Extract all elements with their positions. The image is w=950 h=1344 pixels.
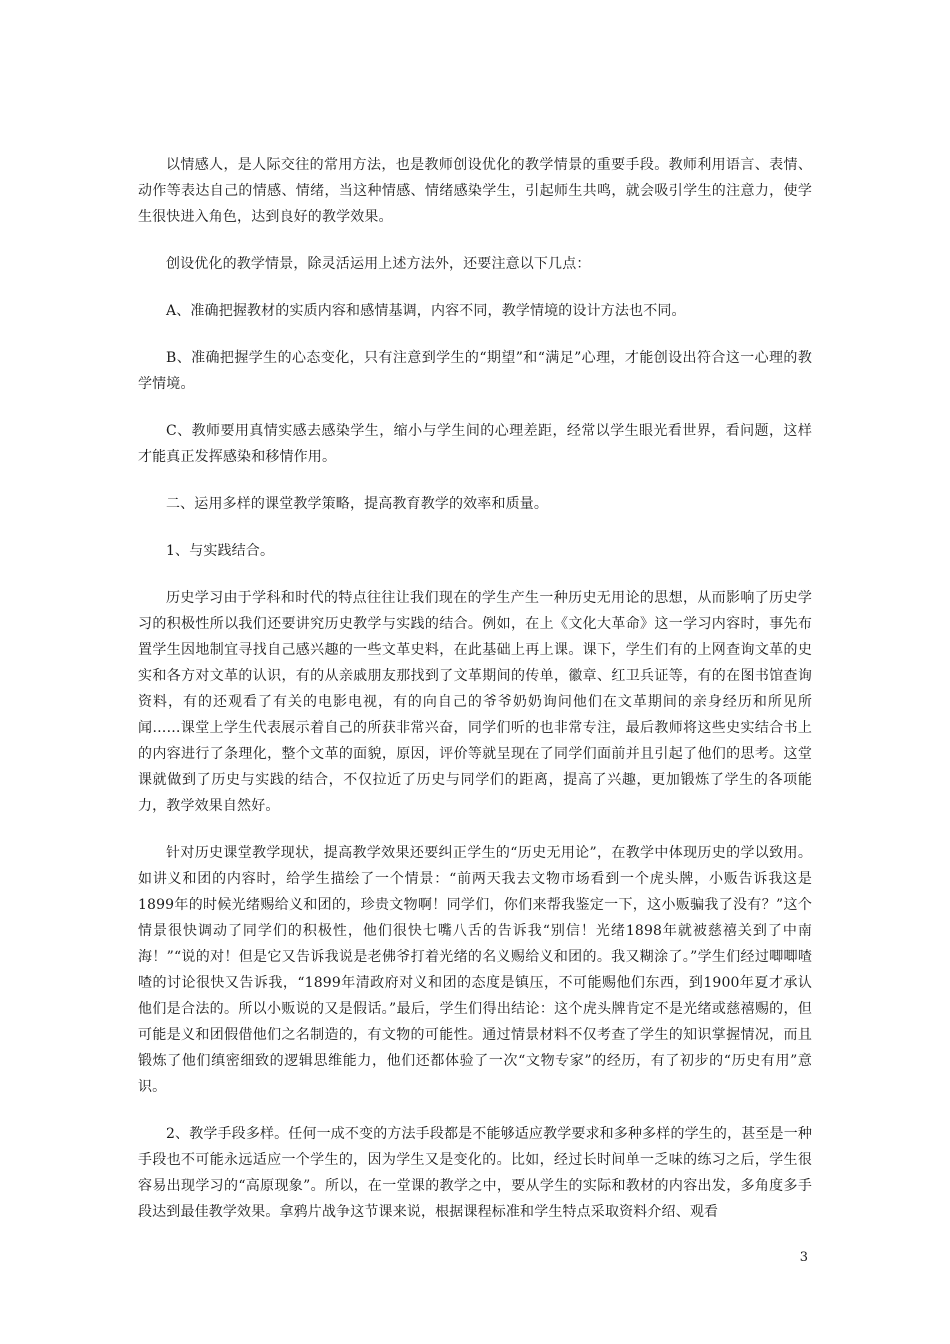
paragraph-teaching-methods: 2、教学手段多样。任何一成不变的方法手段都是不能够适应教学要求和多种多样的学生的，甚至是一种手段也不可能永远适应一个学生的，因为学生又是变化的。比如，经过长时间单一乏味的练习之后，学生很容易出现学习的“高原现象”。所以，在一堂课的教学之中，要从学生的实际和教材的内容出发，多角度多手段达到最佳教学效果。拿鸦片战争这节课来说，根据课程标准和学生特点采取资料介绍、观看 — [138, 1126, 812, 1220]
paragraph-points-intro: 创设优化的教学情景，除灵活运用上述方法外，还要注意以下几点： — [166, 256, 591, 272]
paragraph-boxer-example: 针对历史课堂教学现状，提高教学效果还要纠正学生的“历史无用论”，在教学中体现历史的学以致用。如讲义和团的内容时，给学生描绘了一个情景：“前两天我去文物市场看到一个虎头牌，小贩告诉我这是1899年的时候光绪赐给义和团的，珍贵文物啊！同学们，你们来帮我鉴定一下，这小贩骗我了没有？”这个情景很快调动了同学们的积极性，他们很快七嘴八舌的告诉我“别信！光绪1898年就被慈禧关到了中南海！”“说的对！但是它又告诉我说是老佛爷打着光绪的名义赐给义和团的。我又糊涂了。”学生们经过唧唧喳喳的讨论很快又告诉我，“1899年清政府对义和团的态度是镇压，不可能赐他们东西，到1900年夏才承认他们是合法的。所以小贩说的又是假话。”最后，学生们得出结论：这个虎头牌肯定不是光绪或慈禧赐的，但可能是义和团假借他们之名制造的，有文物的可能性。通过情景材料不仅考查了学生的知识掌握情况，而且锻炼了他们缜密细致的逻辑思维能力，他们还都体验了一次“文物专家”的经历，有了初步的“历史有用”意识。 — [138, 845, 812, 1095]
paragraph-cultural-revolution-example: 历史学习由于学科和时代的特点往往让我们现在的学生产生一种历史无用论的思想，从而影响了历史学习的积极性所以我们还要讲究历史教学与实践的结合。例如，在上《文化大革命》这一学习内容时，事先布置学生因地制宜寻找自己感兴趣的一些文革史料，在此基础上再上课。课下，学生们有的上网查询文革的史实和各方对文革的认识，有的从亲戚朋友那找到了文革期间的传单，徽章、红卫兵证等，有的在图书馆查询资料，有的还观看了有关的电影电视，有的向自己的爷爷奶奶询问他们在文革期间的亲身经历和所见所闻……课堂上学生代表展示着自己的所获非常兴奋，同学们听的也非常专注，最后教师将这些史实结合书上的内容进行了条理化，整个文革的面貌，原因，评价等就呈现在了同学们面前并且引起了他们的思考。这堂课就做到了历史与实践的结合，不仅拉近了历史与同学们的距离，提高了兴趣，更加锻炼了学生的各项能力，教学效果自然好。 — [138, 590, 812, 814]
paragraph-point-c: C、教师要用真情实感去感染学生，缩小与学生间的心理差距，经常以学生眼光看世界，看问题，这样才能真正发挥感染和移情作用。 — [138, 423, 812, 465]
paragraph-point-b: B、准确把握学生的心态变化，只有注意到学生的“期望”和“满足”心理，才能创设出符合这一心理的教学情境。 — [138, 350, 812, 392]
page-number: 3 — [799, 1250, 808, 1265]
section-heading-strategies: 二、运用多样的课堂教学策略，提高教育教学的效率和质量。 — [166, 496, 549, 512]
document-body — [138, 152, 812, 1246]
subheading-practice: 1、与实践结合。 — [166, 543, 275, 559]
paragraph-point-a: A、准确把握教材的实质内容和感情基调，内容不同，教学情境的设计方法也不同。 — [166, 303, 686, 319]
paragraph-emotional-teaching: 以情感人，是人际交往的常用方法，也是教师创设优化的教学情景的重要手段。教师利用语言、表情、动作等表达自己的情感、情绪，当这种情感、情绪感染学生，引起师生共鸣，就会吸引学生的注意力，使学生很快进入角色，达到良好的教学效果。 — [138, 157, 812, 225]
